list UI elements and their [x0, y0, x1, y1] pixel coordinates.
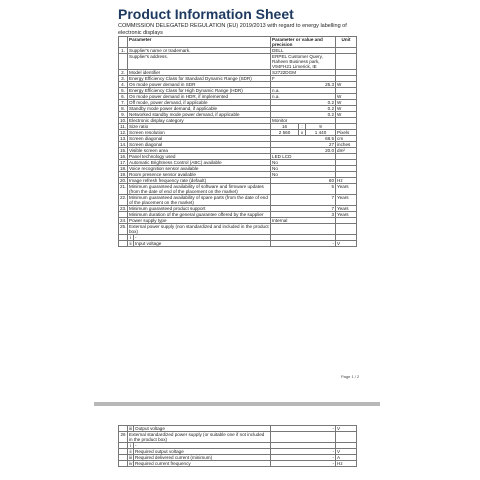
row-parameter: Energy Efficiency Class for High Dynamic Range (HDR) [128, 88, 271, 94]
row-sub-number: ii [129, 241, 132, 246]
row-value-second: 9 [306, 124, 336, 130]
row-parameter: Automatic Brightness Control (ABC) available [128, 160, 271, 166]
row-number: 22. [119, 195, 128, 206]
row-value: No [271, 172, 336, 178]
row-unit: W [336, 94, 357, 100]
row-value: - [271, 426, 336, 432]
row-sub-number: iv [129, 461, 133, 466]
row-parameter: Required current frequency [134, 461, 271, 467]
row-parameter: Room presence sensor available [128, 172, 271, 178]
row-parameter: Screen diagonal [128, 142, 271, 148]
row-parameter: - [134, 235, 271, 241]
row-value: 60 [271, 178, 336, 184]
row-number: 25. [119, 224, 128, 235]
row-unit [336, 432, 357, 443]
row-unit: Years [336, 195, 357, 206]
row-unit: W [336, 100, 357, 106]
row-value: n.a. [271, 88, 336, 94]
table-row [119, 432, 357, 443]
row-value-first: 2 560 [271, 130, 299, 136]
row-number: 17. [120, 160, 127, 165]
page-number: Page 1 / 2 [341, 374, 360, 379]
row-value: - [271, 449, 336, 455]
row-value: n.a. [271, 94, 336, 100]
page-title: Product Information Sheet [118, 6, 294, 22]
row-parameter: Screen resolution [128, 130, 271, 136]
row-value-separator: x [299, 130, 306, 136]
row-number: 7. [119, 100, 128, 106]
row-parameter: On mode power demand in SDR [128, 82, 271, 88]
row-number: 9. [119, 112, 128, 118]
row-value-first: 16 [271, 124, 299, 130]
row-parameter: External power supply (non standardized and included in the product box) [129, 224, 269, 234]
row-number: 6. [119, 94, 128, 100]
regulation-subtitle: COMMISSION DELEGATED REGULATION (EU) 2019/2013 with regard to energy labelling of electronic displays [118, 23, 347, 36]
row-value: ERPEL Customer Query, Raheen Business park, V94FH21 Limerick, IE [271, 54, 336, 70]
row-unit: V [336, 241, 357, 247]
row-number: 23. [120, 206, 127, 211]
row-number: 12. [120, 130, 127, 135]
row-parameter: Output voltage [134, 426, 271, 432]
row-value: 3 [271, 212, 336, 218]
row-unit: A [336, 455, 357, 461]
row-number: 11. [120, 124, 127, 129]
row-number: 18. [120, 166, 127, 171]
row-value: 7 [271, 195, 336, 206]
row-number: 4. [119, 82, 128, 88]
table-row [119, 54, 357, 70]
row-sub-number: iii [129, 455, 133, 460]
row-parameter: Supplier's address. [128, 54, 271, 70]
row-number: 20. [120, 178, 127, 183]
row-number: 15. [120, 148, 127, 153]
row-number: 3. [119, 76, 128, 82]
row-parameter: - [134, 443, 271, 449]
row-unit: W [336, 112, 357, 118]
row-parameter: Electronic display category [128, 118, 271, 124]
row-unit [336, 54, 357, 70]
row-unit: cm [336, 136, 357, 142]
row-parameter: Minimum guaranteed availability of spare parts (from the date of end of the placement on the market) [128, 195, 271, 206]
row-number: 2. [119, 70, 128, 76]
row-number: 1. [119, 48, 128, 54]
row-value-second: 1 440 [306, 130, 336, 136]
row-parameter: External standardized power supply (or suitable one if not included in the product box) [128, 432, 271, 443]
page-separator [94, 402, 380, 406]
row-number: 26 [119, 432, 128, 443]
row-number: 24. [120, 218, 127, 223]
row-value: 25.3 [271, 82, 336, 88]
row-number: 8. [119, 106, 128, 112]
row-parameter: Supplier's name or trademark. [128, 48, 271, 54]
row-number [119, 54, 128, 70]
row-unit: W [336, 82, 357, 88]
row-unit: inches [336, 142, 357, 148]
row-number [119, 241, 128, 247]
row-value: - [271, 455, 336, 461]
table-header-row [119, 37, 357, 48]
header-value: Parameter or value and precision [271, 37, 336, 48]
row-value: 0.2 [271, 112, 336, 118]
row-value: 68.5 [271, 136, 336, 142]
row-parameter: Visible screen area [128, 148, 271, 154]
row-unit: V [336, 426, 357, 432]
row-unit: Hz [336, 178, 357, 184]
row-parameter: Model identifier [128, 70, 271, 76]
row-value: S2722DGM [271, 70, 336, 76]
header-parameter: Parameter [128, 37, 271, 48]
row-value: 27 [271, 142, 336, 148]
row-parameter: Power supply type [128, 218, 271, 224]
row-number: 19. [120, 172, 127, 177]
row-number: 10. [120, 118, 127, 123]
row-parameter: Standby mode power demand, if applicable [128, 106, 271, 112]
row-number [119, 461, 128, 467]
row-parameter: Voice recognition sensor available [128, 166, 271, 172]
row-value: No [271, 160, 336, 166]
row-parameter: Minimum guaranteed availability of software and firmware updates (from the date of end of the placement on the market) [128, 184, 271, 195]
row-value: LED LCD [271, 154, 336, 160]
row-unit [336, 224, 357, 235]
row-number: 21. [119, 184, 128, 195]
row-parameter: Energy Efficiency Class for Standard Dynamic Range (SDR) [128, 76, 271, 82]
header-number-cell [119, 37, 128, 48]
row-value: DELL [271, 48, 336, 54]
table-row [119, 461, 357, 467]
row-value-separator: : [299, 124, 306, 130]
row-value [271, 432, 336, 443]
row-value: 0.2 [271, 106, 336, 112]
row-unit: Pixels [336, 130, 357, 136]
table-row [119, 224, 357, 235]
row-number: 5. [119, 88, 128, 94]
information-table [118, 36, 357, 247]
row-value: 5 [271, 184, 336, 195]
row-unit: Hz [336, 461, 357, 467]
row-value [271, 224, 336, 235]
row-unit: Years [336, 184, 357, 195]
row-parameter: Screen diagonal [128, 136, 271, 142]
row-parameter: On mode power demand in HDR, if implemented [128, 94, 271, 100]
row-sub-number: iii [129, 426, 133, 431]
row-value: 7 [271, 206, 336, 212]
row-value: - [271, 241, 336, 247]
row-parameter: Required delivered current (minimum) [134, 455, 271, 461]
row-unit: Years [336, 206, 357, 212]
row-parameter: Networked standby mode power demand, if applicable [128, 112, 271, 118]
information-table-continued [118, 425, 357, 467]
row-parameter: Minimum guaranteed product support [128, 206, 271, 212]
row-value: No [271, 166, 336, 172]
table-row [119, 241, 357, 247]
row-value: - [271, 461, 336, 467]
header-unit: Unit [336, 37, 357, 48]
row-sub-number: i [128, 235, 134, 241]
row-parameter: Image refresh frequency rate (default) [128, 178, 271, 184]
row-number: 13. [120, 136, 127, 141]
row-parameter: Minimum duration of the general guarantee offered by the supplier [128, 212, 271, 218]
row-number: 16. [120, 154, 127, 159]
row-unit: V [336, 449, 357, 455]
row-value: Monitor [271, 118, 336, 124]
row-parameter: Input voltage [134, 241, 271, 247]
row-value: 20.0 [271, 148, 336, 154]
row-parameter: Required output voltage [134, 449, 271, 455]
row-number: 14. [120, 142, 127, 147]
row-value: 0.2 [271, 100, 336, 106]
row-unit: W [336, 106, 357, 112]
table-row [119, 195, 357, 206]
table-row [119, 184, 357, 195]
row-sub-number: ii [129, 449, 132, 454]
row-unit: Years [336, 212, 357, 218]
row-unit: dm² [336, 148, 357, 154]
row-value: Internal [271, 218, 336, 224]
row-parameter: Panel technology used [128, 154, 271, 160]
row-value: F [271, 76, 336, 82]
row-parameter: Size ratio [128, 124, 271, 130]
row-sub-number: i [128, 443, 134, 449]
row-parameter: Off mode, power demand, if applicable [128, 100, 271, 106]
